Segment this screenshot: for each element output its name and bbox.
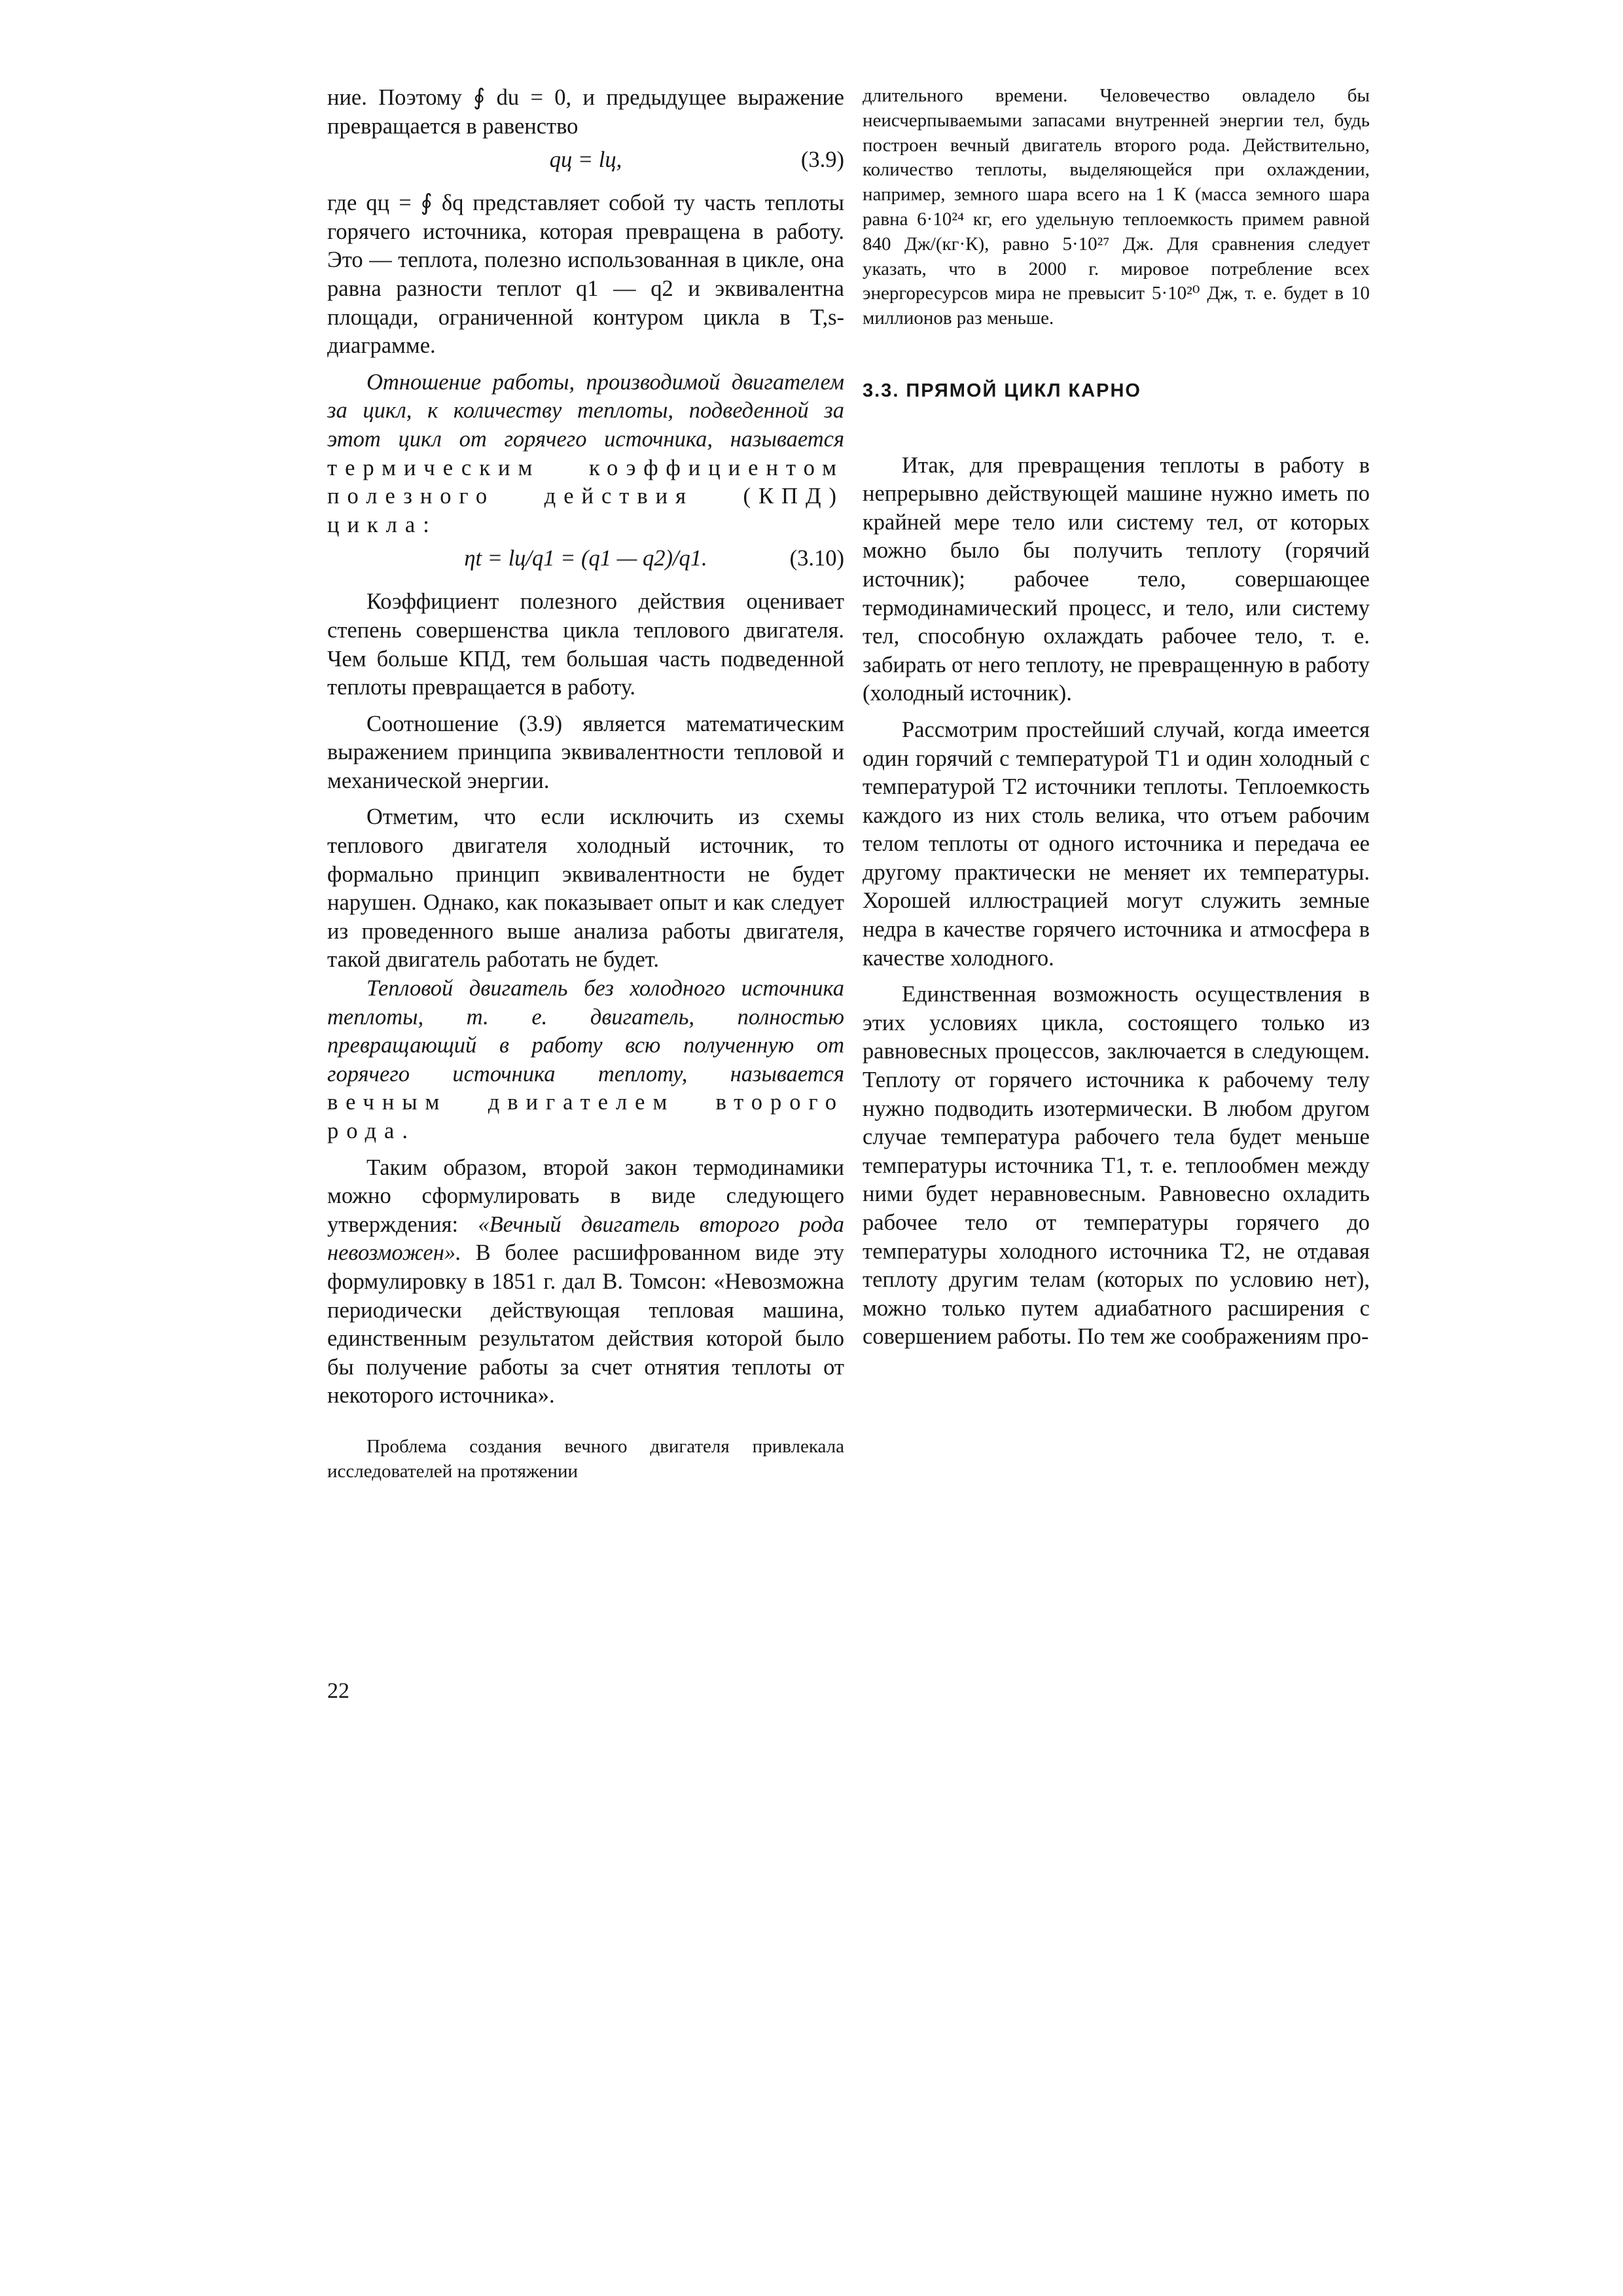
equation-expression: qц = lц, xyxy=(549,147,622,173)
paragraph xyxy=(327,1154,844,1410)
definition-spaced-term: термическим коэффициентом полезного действия (КПД) цикла: xyxy=(327,455,844,537)
definition-italic-text: Тепловой двигатель без холодного источника теплоты, т. е. двигатель, полностью превращающий в работу всю полученную от горячего источника теплоту, называется xyxy=(327,976,844,1086)
footnote-paragraph: Проблема создания вечного двигателя привлекала исследователей на протяжении xyxy=(327,1435,844,1482)
text-run: В более расшифрованном виде эту формулировку в 1851 г. дал В. Томсон: «Невозможна периодически действующая тепловая машина, единственным результатом действия которой было бы получение работы за счет отнятия теплоты от некоторого источника». xyxy=(327,1240,844,1408)
equation-number: (3.10) xyxy=(789,546,844,571)
definition-spaced-term: вечным двигателем второго рода. xyxy=(327,1090,844,1143)
footnote-continuation: длительного времени. Человечество овладело бы неисчерпываемыми запасами внутренней энергии тел, будь построен вечный двигатель второго рода. Действительно, количество теплоты, выделяющейся при охлаждении, например, земного шара всего на 1 К (масса земного шара равна 6·10²⁴ кг, его удельную теплоемкость примем равной 840 Дж/(кг·К), равно 5·10²⁷ Дж. Для сравнения следует указать, что в 2000 г. мировое потребление всех энергоресурсов мира не превысит 5·10²⁰ Дж, т. е. будет в 10 миллионов раз меньше. xyxy=(863,85,1370,329)
italic-quote: «Вечный двигатель второго рода невозможен». xyxy=(327,1211,845,1266)
paragraph: Отметим, что если исключить из схемы теплового двигателя холодный источник, то формально принцип эквивалентности не будет нарушен. Однако, как показывает опыт и как следует из проведенного выше анализа работы двигателя, такой двигатель работать не будет. xyxy=(327,804,844,973)
equation-expression: ηt = lц/q1 = (q1 — q2)/q1. xyxy=(464,546,707,571)
paragraph: Соотношение (3.9) является математическим выражением принципа эквивалентности тепловой и механической энергии. xyxy=(327,711,844,793)
equation-number: (3.9) xyxy=(800,147,844,173)
definition-paragraph xyxy=(327,975,844,1146)
paragraph: Итак, для превращения теплоты в работу в непрерывно действующей машине нужно иметь по крайней мере тело или систему тел, от которых можно было бы получить теплоту (горячий источник); рабочее тело, совершающее термодинамический процесс, и тело, или систему тел, способную охлаждать рабочее тело, т. е. забирать от него теплоту, не превращенную в работу (холодный источник). xyxy=(863,452,1370,706)
paragraph: Единственная возможность осуществления в этих условиях цикла, состоящего только из равновесных процессов, заключается в следующем. Теплоту от горячего источника к рабочему телу нужно подводить изотермически. В любом другом случае температура рабочего тела будет меньше температуры источника T1, т. е. теплообмен между ними будет неравновесным. Равновесно охладить рабочее тело от температуры горячего до температуры холодного источника T2, не отдавая теплоту другим телам (которых по условию нет), можно только путем адиабатного расширения с совершением работы. По тем же соображениям про- xyxy=(863,982,1370,1350)
equation-3-9 xyxy=(327,146,844,184)
right-column xyxy=(863,84,1370,1352)
paragraph: ние. Поэтому ∮ du = 0, и предыдущее выражение превращается в равенство xyxy=(327,85,844,139)
definition-italic-text: Отношение работы, производимой двигателем за цикл, к количеству теплоты, подведенной за этот цикл от горячего источника, называется xyxy=(327,369,844,452)
left-column xyxy=(327,84,844,1484)
paragraph: Коэффициент полезного действия оценивает степень совершенства цикла теплового двигателя. Чем больше КПД, тем большая часть подведенной теплоты превращается в работу. xyxy=(327,589,844,700)
definition-paragraph xyxy=(327,368,844,540)
paragraph: где qц = ∮ δq представляет собой ту часть теплоты горячего источника, которая превращена в работу. Это — теплота, полезно использованная в цикле, она равна разности теплот q1 — q2 и эквивалентна площади, ограниченной контуром цикла в T,s-диаграмме. xyxy=(327,190,844,359)
text-run: Таким образом, второй закон термодинамики можно сформулировать в виде следующего утверждения: xyxy=(327,1155,844,1237)
page-number: 22 xyxy=(327,1679,349,1703)
equation-3-10 xyxy=(327,545,844,583)
section-heading: 3.3. ПРЯМОЙ ЦИКЛ КАРНО xyxy=(863,380,1141,401)
paragraph: Рассмотрим простейший случай, когда имеется один горячий с температурой T1 и один холодный с температурой T2 источники теплоты. Теплоемкость каждого из них столь велика, что отъем рабочим телом теплоты от одного источника и передача ее другому практически не меняет их температуры. Хорошей иллюстрацией могут служить земные недра в качестве горячего источника и атмосфера в качестве холодного. xyxy=(863,717,1370,971)
